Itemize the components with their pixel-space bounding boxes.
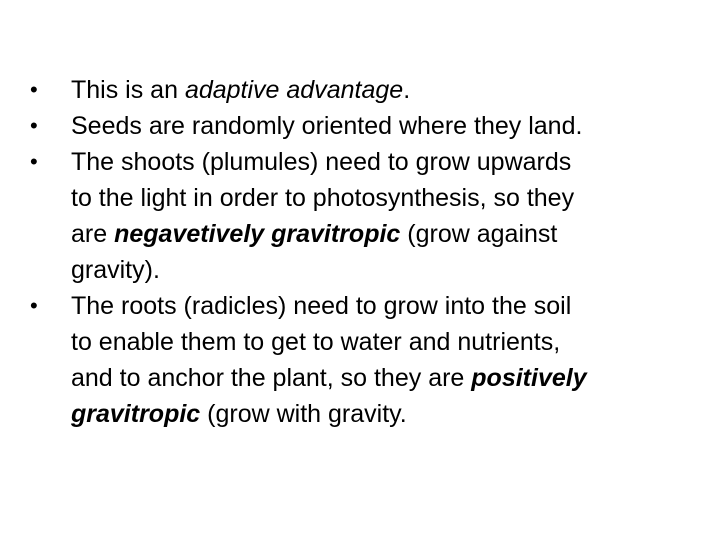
bullet-list bbox=[0, 72, 720, 432]
bullet-line: and to anchor the plant, so they are positively bbox=[71, 364, 587, 392]
bullet-line: The shoots (plumules) need to grow upwards bbox=[71, 148, 572, 176]
bullet-line: gravity). bbox=[71, 256, 160, 284]
bullet-dot-icon: • bbox=[30, 149, 38, 174]
bullet-line: Seeds are randomly oriented where they land. bbox=[71, 112, 583, 140]
bullet-item-roots bbox=[0, 288, 720, 432]
bullet-item-seeds-orientation bbox=[0, 108, 720, 144]
key-term: negavetively gravitropic bbox=[114, 220, 401, 248]
bullet-dot-icon: • bbox=[30, 113, 38, 138]
bullet-dot-icon: • bbox=[30, 77, 38, 102]
key-term: positively bbox=[471, 364, 587, 392]
bullet-item-shoots bbox=[0, 144, 720, 288]
bullet-line: This is an adaptive advantage. bbox=[71, 76, 411, 104]
key-term: gravitropic bbox=[71, 400, 201, 428]
bullet-line: to enable them to get to water and nutrients, bbox=[71, 328, 561, 356]
emphasis-term: adaptive advantage bbox=[184, 76, 404, 104]
bullet-line: to the light in order to photosynthesis, so they bbox=[71, 184, 575, 212]
bullet-line: The roots (radicles) need to grow into the soil bbox=[71, 292, 572, 320]
bullet-line: are negavetively gravitropic (grow against bbox=[71, 220, 558, 248]
bullet-dot-icon: • bbox=[30, 293, 38, 318]
bullet-line: gravitropic (grow with gravity. bbox=[71, 400, 407, 428]
bullet-item-adaptive-advantage bbox=[0, 72, 720, 108]
